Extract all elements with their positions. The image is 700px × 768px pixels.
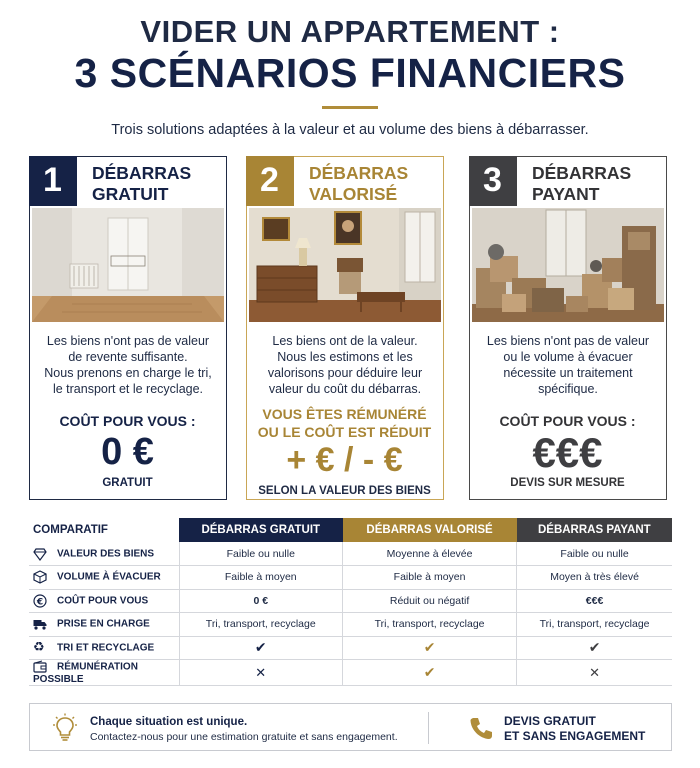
table-cell: Faible à moyen: [343, 566, 517, 590]
table-cell: Faible à moyen: [179, 566, 343, 590]
cta-line1: DEVIS GRATUIT: [504, 714, 596, 728]
card-title-line1: DÉBARRAS: [92, 163, 192, 183]
table-cell: [179, 636, 343, 660]
page-title-line1: VIDER UN APPARTEMENT :: [140, 14, 560, 49]
header-debarras-gratuit: DÉBARRAS GRATUIT: [179, 518, 343, 542]
cost-value: + € / - €: [286, 441, 403, 479]
table-cell: Tri, transport, recyclage: [343, 613, 517, 637]
table-cell: Tri, transport, recyclage: [517, 613, 672, 637]
desc-line: valeur du coût du débarras.: [268, 382, 422, 396]
cost-value: €€€: [532, 429, 603, 476]
card-title-line1: DÉBARRAS: [309, 163, 409, 183]
table-cell: [343, 636, 517, 660]
table-cell: Tri, transport, recyclage: [179, 613, 343, 637]
cost-label-line1: VOUS ÊTES RÉMUNÉRÉ: [262, 406, 427, 422]
footer-text: Contactez-nous pour une estimation gratuite et sans engagement.: [90, 731, 398, 743]
cost-label: [247, 405, 442, 441]
row-label-text: VALEUR DES BIENS: [57, 548, 155, 560]
desc-line: Les biens n'ont pas de valeur: [46, 334, 210, 348]
table-cell: Moyen à très élevé: [517, 566, 672, 590]
desc-line: le transport et le recyclage.: [52, 382, 204, 396]
card-debarras-gratuit: [29, 156, 227, 500]
check-icon: ✔: [588, 639, 601, 656]
row-label: [29, 636, 179, 660]
card-debarras-payant: [469, 156, 667, 500]
row-label: [29, 542, 179, 566]
diamond-icon: [33, 547, 47, 561]
desc-line: Nous les estimons et les: [277, 350, 413, 364]
table-row: [29, 566, 672, 590]
table-cell: [517, 660, 672, 686]
comparison-table: [29, 518, 672, 686]
table-cell: €€€: [517, 589, 672, 613]
table-row: [29, 542, 672, 566]
header-debarras-payant: DÉBARRAS PAYANT: [517, 518, 672, 542]
euro-coin-icon: [33, 594, 47, 608]
check-icon: ✔: [254, 639, 267, 656]
card-description: [36, 333, 220, 397]
card-title: [92, 163, 191, 205]
cta-line2: ET SANS ENGAGEMENT: [504, 729, 646, 743]
row-label: [29, 566, 179, 590]
table-row: [29, 636, 672, 660]
row-label-text: COÛT POUR VOUS: [57, 595, 149, 607]
desc-line: de revente suffisante.: [68, 350, 188, 364]
card-number: 3: [469, 156, 517, 206]
row-label: [29, 589, 179, 613]
card-description: [253, 333, 437, 397]
footer-headline: Chaque situation est unique.: [90, 716, 248, 728]
footer-banner: [29, 703, 672, 751]
card-title-line2: VALORISÉ: [309, 184, 398, 204]
cost-value: 0 €: [101, 431, 154, 473]
cost-label: COÛT POUR VOUS :: [59, 413, 196, 429]
check-icon: ✔: [423, 664, 436, 680]
table-row: [29, 613, 672, 637]
table-cell: [517, 636, 672, 660]
header-debarras-valorise: DÉBARRAS VALORISÉ: [343, 518, 517, 542]
desc-line: spécifique.: [538, 382, 598, 396]
table-cell: [179, 660, 343, 686]
card-description: [476, 333, 660, 397]
card-number: 2: [246, 156, 294, 206]
table-row: [29, 589, 672, 613]
furnished-room-photo: [249, 208, 441, 322]
row-label-text: RÉMUNÉRATION POSSIBLE: [33, 661, 138, 685]
desc-line: nécessite un traitement: [503, 366, 633, 380]
page-subtitle: Trois solutions adaptées à la valeur et au volume des biens à débarrasser.: [111, 122, 589, 138]
desc-line: valorisons pour déduire leur: [267, 366, 423, 380]
desc-line: Les biens n'ont pas de valeur: [486, 334, 650, 348]
cluttered-room-photo: [472, 208, 664, 322]
card-title-line2: GRATUIT: [92, 184, 169, 204]
desc-line: Les biens ont de la valeur.: [272, 334, 418, 348]
table-cell: 0 €: [179, 589, 343, 613]
cross-icon: ✕: [589, 664, 601, 680]
card-title-line1: DÉBARRAS: [532, 163, 632, 183]
wallet-icon: [33, 660, 47, 674]
table-cell: Réduit ou négatif: [343, 589, 517, 613]
cost-note: SELON LA VALEUR DES BIENS: [258, 485, 431, 497]
cost-note: DEVIS SUR MESURE: [510, 477, 625, 489]
row-label-text: VOLUME À ÉVACUER: [57, 571, 161, 583]
table-cell: Moyenne à élevée: [343, 542, 517, 566]
card-title: [309, 163, 408, 205]
header-comparatif: COMPARATIF: [29, 518, 179, 542]
cost-label: COÛT POUR VOUS :: [499, 413, 636, 429]
svg-text:€: €: [36, 597, 44, 608]
card-title: [532, 163, 631, 205]
title-divider: [322, 106, 378, 109]
cost-label-line2: OU LE COÛT EST RÉDUIT: [257, 424, 432, 440]
table-cell: [343, 660, 517, 686]
row-label: [29, 660, 179, 686]
check-icon: ✔: [423, 639, 436, 656]
desc-line: ou le volume à évacuer: [503, 350, 633, 364]
recycle-icon: ♻: [33, 639, 45, 655]
devis-cta[interactable]: [504, 714, 645, 744]
table-header-row: [29, 518, 672, 542]
card-debarras-valorise: [246, 156, 444, 500]
truck-icon: [33, 617, 47, 631]
empty-room-photo: [32, 208, 224, 322]
cost-note: GRATUIT: [102, 477, 153, 489]
card-number: 1: [29, 156, 77, 206]
row-label-text: PRISE EN CHARGE: [57, 618, 150, 630]
phone-icon: [468, 715, 494, 741]
page-title-line2: 3 SCÉNARIOS FINANCIERS: [74, 50, 626, 96]
card-title-line2: PAYANT: [532, 184, 600, 204]
table-cell: Faible ou nulle: [179, 542, 343, 566]
desc-line: Nous prenons en charge le tri,: [44, 366, 212, 380]
lightbulb-icon: [50, 713, 80, 743]
row-label: [29, 613, 179, 637]
table-cell: Faible ou nulle: [517, 542, 672, 566]
cross-icon: ✕: [255, 664, 267, 680]
box-icon: [33, 570, 47, 584]
table-row: [29, 660, 672, 686]
row-label-text: TRI ET RECYCLAGE: [57, 642, 155, 654]
footer-divider: [428, 712, 429, 744]
